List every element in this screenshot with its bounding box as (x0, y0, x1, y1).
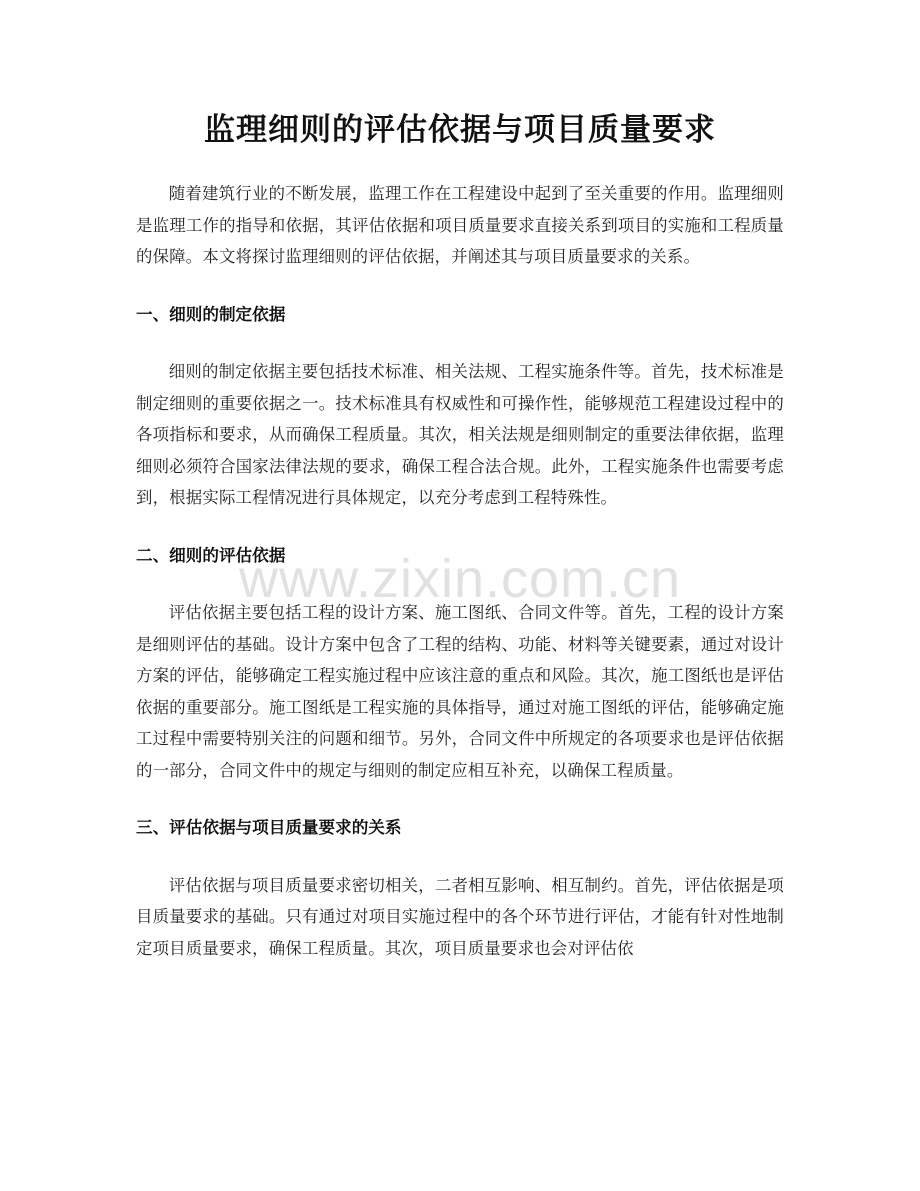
document-body (136, 178, 784, 964)
spacer (136, 844, 784, 870)
section-paragraph-2: 评估依据主要包括工程的设计方案、施工图纸、合同文件等。首先，工程的设计方案是细则评估的基础。设计方案中包含了工程的结构、功能、材料等关键要素，通过对设计方案的评估，能够确定工程实施过程中应该注意的重点和风险。其次，施工图纸也是评估依据的重要部分。施工图纸是工程实施的具体指导，通过对施工图纸的评估，能够确定施工过程中需要特别关注的问题和细节。另外，合同文件中所规定的各项要求也是评估依据的一部分，合同文件中的规定与细则的制定应相互补充，以确保工程质量。 (136, 603, 784, 780)
watermark-text: www.zixin.com.cn (238, 549, 682, 609)
spacer (136, 514, 784, 540)
spacer (136, 786, 784, 812)
section-paragraph-3: 评估依据与项目质量要求密切相关，二者相互影响、相互制约。首先，评估依据是项目质量要求的基础。只有通过对项目实施过程中的各个环节进行评估，才能有针对性地制定项目质量要求，确保工程质量。其次，项目质量要求也会对评估依 (136, 875, 784, 958)
spacer (136, 571, 784, 597)
intro-paragraph: 随着建筑行业的不断发展，监理工作在工程建设中起到了至关重要的作用。监理细则是监理工作的指导和依据，其评估依据和项目质量要求直接关系到项目的实施和工程质量的保障。本文将探讨监理细则的评估依据，并阐述其与项目质量要求的关系。 (136, 184, 784, 266)
section-heading-1: 一、细则的制定依据 (136, 304, 286, 324)
section-paragraph-1: 细则的制定依据主要包括技术标准、相关法规、工程实施条件等。首先，技术标准是制定细则的重要依据之一。技术标准具有权威性和可操作性，能够规范工程建设过程中的各项指标和要求，从而确保工程质量。其次，相关法规是细则制定的重要法律依据，监理细则必须符合国家法律法规的要求，确保工程合法合规。此外，工程实施条件也需要考虑到，根据实际工程情况进行具体规定，以充分考虑到工程特殊性。 (136, 362, 784, 507)
spacer (136, 330, 784, 356)
spacer (136, 273, 784, 299)
section-heading-3: 三、评估依据与项目质量要求的关系 (136, 818, 402, 837)
document-title: 监理细则的评估依据与项目质量要求 (204, 112, 716, 148)
section-heading-2: 二、细则的评估依据 (136, 545, 286, 565)
